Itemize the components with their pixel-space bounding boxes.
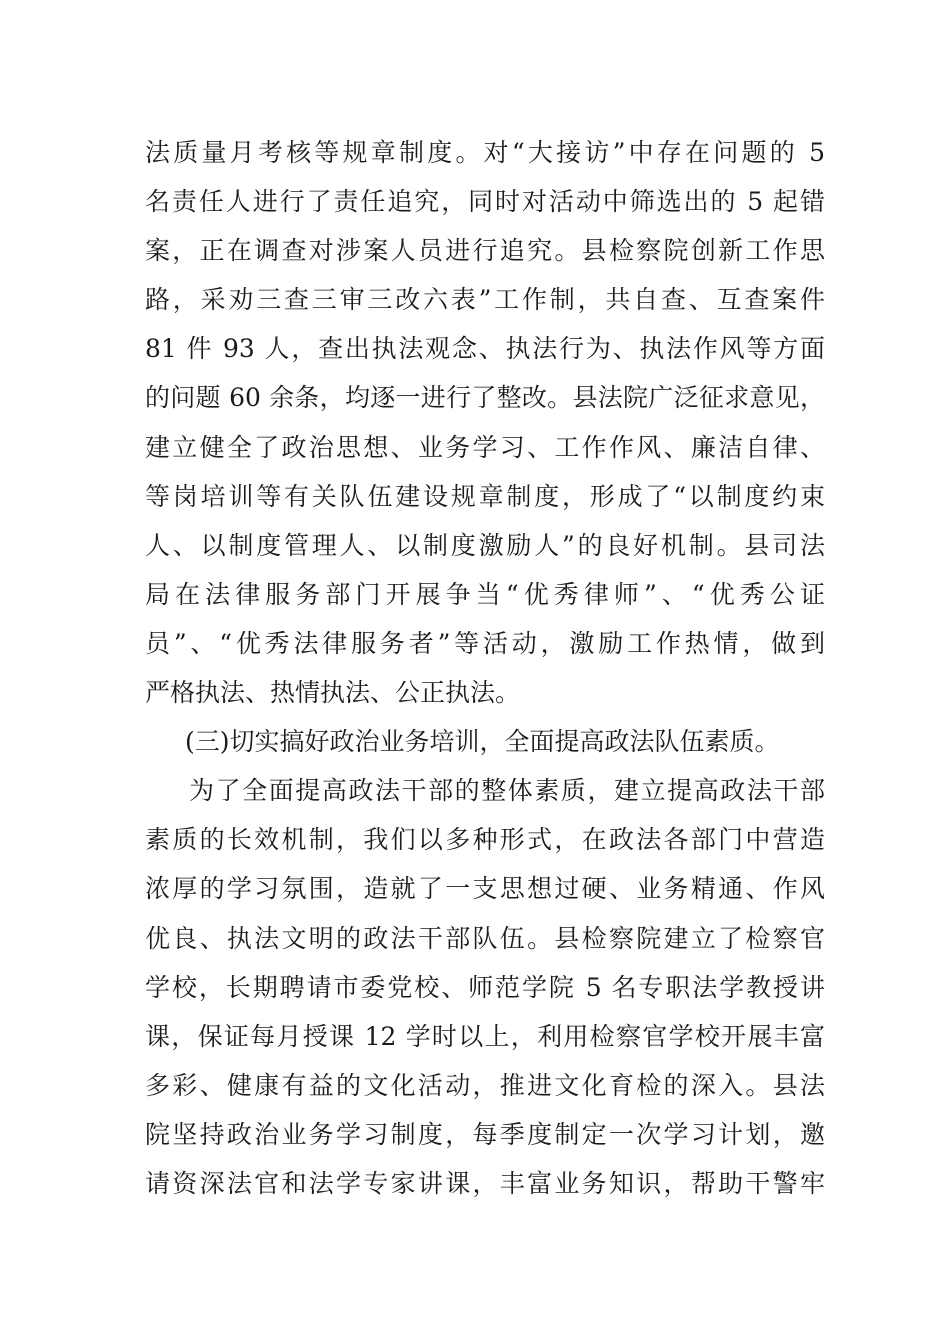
- text-line: 学校，长期聘请市委党校、师范学院 5 名专职法学教授讲: [145, 972, 825, 1002]
- text-line: 院坚持政治业务学习制度，每季度制定一次学习计划，邀: [145, 1119, 825, 1149]
- paragraph-2: [145, 766, 825, 1208]
- text-line: 的问题 60 余条，均逐一进行了整改。县法院广泛征求意见，: [145, 383, 825, 413]
- section-heading-line: (三)切实搞好政治业务培训，全面提高政法队伍素质。: [185, 727, 780, 757]
- text-line: 严格执法、热情执法、公正执法。: [145, 678, 521, 708]
- text-line: 多彩、健康有益的文化活动，推进文化育检的深入。县法: [145, 1070, 825, 1100]
- body-text: [145, 128, 825, 1208]
- text-line: 素质的长效机制，我们以多种形式，在政法各部门中营造: [145, 825, 825, 855]
- text-line: 课，保证每月授课 12 学时以上，利用检察官学校开展丰富: [145, 1021, 825, 1051]
- text-line: 路，采劝三查三审三改六表”工作制，共自查、互查案件: [145, 285, 825, 315]
- text-line: 人、以制度管理人、以制度激励人”的良好机制。县司法: [145, 530, 825, 560]
- text-line: 案，正在调查对涉案人员进行追究。县检察院创新工作思: [145, 236, 825, 266]
- section-heading-3: [145, 717, 825, 766]
- text-line: 81 件 93 人，查出执法观念、执法行为、执法作风等方面: [145, 334, 825, 364]
- text-line: 局在法律服务部门开展争当“优秀律师”、“优秀公证: [145, 579, 825, 609]
- text-line: 请资深法官和法学专家讲课，丰富业务知识，帮助干警牢: [145, 1168, 825, 1198]
- text-line: 名责任人进行了责任追究，同时对活动中筛选出的 5 起错: [145, 187, 825, 217]
- text-line: 浓厚的学习氛围，造就了一支思想过硬、业务精通、作风: [145, 874, 825, 904]
- text-line: 建立健全了政治思想、业务学习、工作作风、廉洁自律、: [145, 432, 825, 462]
- text-line: 法质量月考核等规章制度。对“大接访”中存在问题的 5: [145, 138, 825, 167]
- text-line: 为了全面提高政法干部的整体素质，建立提高政法干部: [189, 776, 825, 806]
- paragraph-1: [145, 128, 825, 717]
- text-line: 优良、执法文明的政法干部队伍。县检察院建立了检察官: [145, 923, 825, 953]
- text-line: 等岗培训等有关队伍建设规章制度，形成了“以制度约束: [145, 481, 825, 511]
- text-line: 员”、“优秀法律服务者”等活动，激励工作热情，做到: [145, 628, 825, 658]
